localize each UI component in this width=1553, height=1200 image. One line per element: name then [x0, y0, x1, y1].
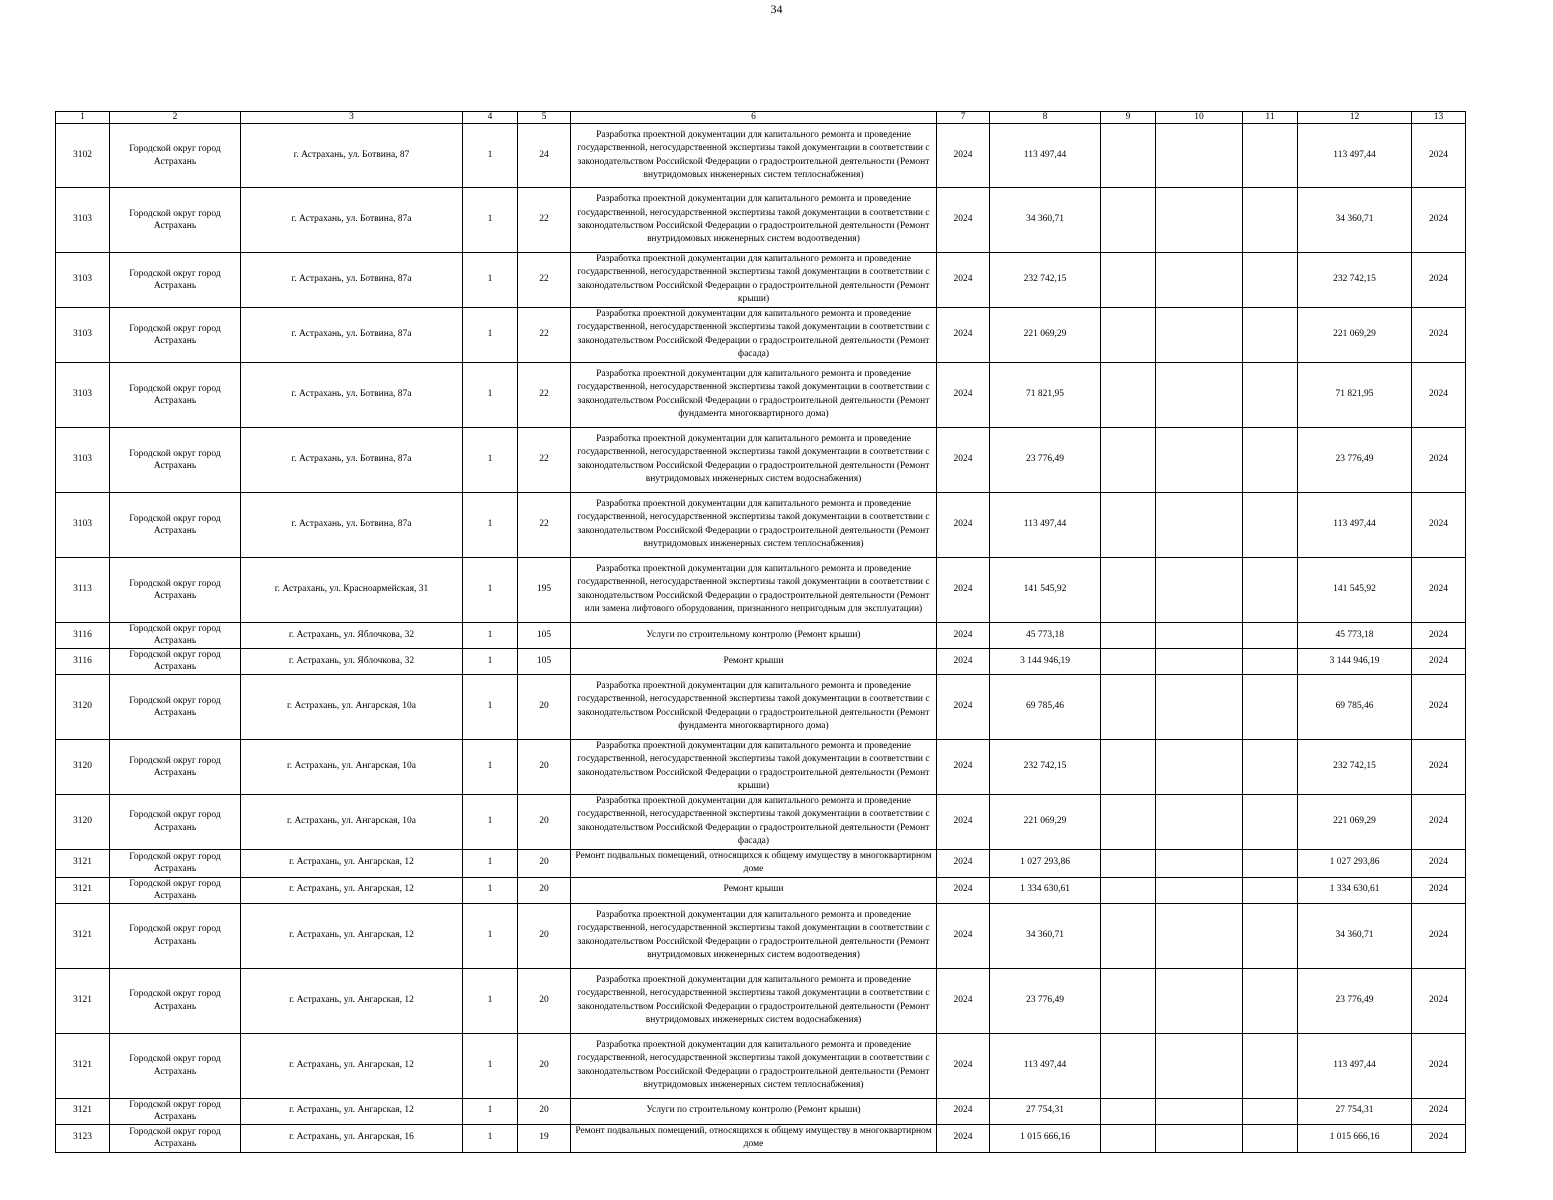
- completion-year-cell: 2024: [1412, 849, 1466, 877]
- column-11-cell: [1243, 492, 1298, 557]
- column-9-cell: [1101, 557, 1156, 622]
- column-header-13: 13: [1412, 112, 1466, 124]
- amount-cell: 45 773,18: [990, 622, 1101, 648]
- capital-repair-table: [55, 111, 1466, 1153]
- column-10-cell: [1156, 877, 1243, 903]
- total-amount-cell: 69 785,46: [1298, 674, 1412, 739]
- completion-year-cell: 2024: [1412, 648, 1466, 674]
- column-10-cell: [1156, 849, 1243, 877]
- column-5-cell: 22: [518, 492, 571, 557]
- column-5-cell: 20: [518, 877, 571, 903]
- column-5-cell: 105: [518, 622, 571, 648]
- completion-year-cell: 2024: [1412, 674, 1466, 739]
- table-row: [56, 253, 1466, 308]
- address-cell: г. Астрахань, ул. Ангарская, 12: [241, 903, 463, 968]
- amount-cell: 221 069,29: [990, 307, 1101, 362]
- row-id-cell: 3120: [56, 674, 110, 739]
- column-10-cell: [1156, 1033, 1243, 1098]
- column-header-11: 11: [1243, 112, 1298, 124]
- municipality-cell: Городской округ город Астрахань: [110, 648, 241, 674]
- amount-cell: 1 015 666,16: [990, 1124, 1101, 1152]
- column-11-cell: [1243, 849, 1298, 877]
- column-4-cell: 1: [463, 794, 518, 849]
- column-4-cell: 1: [463, 648, 518, 674]
- work-description-cell: Ремонт подвальных помещений, относящихся к общему имуществу в многоквартирном доме: [571, 1124, 937, 1152]
- column-11-cell: [1243, 794, 1298, 849]
- column-5-cell: 22: [518, 253, 571, 308]
- row-id-cell: 3116: [56, 648, 110, 674]
- municipality-cell: Городской округ город Астрахань: [110, 427, 241, 492]
- year-cell: 2024: [937, 492, 990, 557]
- table-row: [56, 622, 1466, 648]
- completion-year-cell: 2024: [1412, 124, 1466, 188]
- work-description-cell: Разработка проектной документации для капитального ремонта и проведение государственной, негосударственной экспертизы такой документации в соответствии с законодательством Российской Федерации о градостроительной деятельности (Ремонт внутридомовых инженерных систем теплоснабжения): [571, 492, 937, 557]
- work-description-cell: Разработка проектной документации для капитального ремонта и проведение государственной, негосударственной экспертизы такой документации в соответствии с законодательством Российской Федерации о градостроительной деятельности (Ремонт крыши): [571, 253, 937, 308]
- work-description-cell: Разработка проектной документации для капитального ремонта и проведение государственной, негосударственной экспертизы такой документации в соответствии с законодательством Российской Федерации о градостроительной деятельности (Ремонт внутридомовых инженерных систем водоснабжения): [571, 427, 937, 492]
- column-10-cell: [1156, 188, 1243, 253]
- column-5-cell: 20: [518, 968, 571, 1033]
- total-amount-cell: 1 027 293,86: [1298, 849, 1412, 877]
- column-9-cell: [1101, 794, 1156, 849]
- column-11-cell: [1243, 648, 1298, 674]
- amount-cell: 113 497,44: [990, 124, 1101, 188]
- column-11-cell: [1243, 1098, 1298, 1124]
- column-5-cell: 195: [518, 557, 571, 622]
- address-cell: г. Астрахань, ул. Ангарская, 10а: [241, 794, 463, 849]
- column-5-cell: 22: [518, 427, 571, 492]
- work-description-cell: Разработка проектной документации для капитального ремонта и проведение государственной, негосударственной экспертизы такой документации в соответствии с законодательством Российской Федерации о градостроительной деятельности (Ремонт крыши): [571, 739, 937, 794]
- column-11-cell: [1243, 903, 1298, 968]
- column-header-12: 12: [1298, 112, 1412, 124]
- municipality-cell: Городской округ город Астрахань: [110, 362, 241, 427]
- column-11-cell: [1243, 253, 1298, 308]
- column-5-cell: 20: [518, 1098, 571, 1124]
- total-amount-cell: 232 742,15: [1298, 739, 1412, 794]
- year-cell: 2024: [937, 794, 990, 849]
- municipality-cell: Городской округ город Астрахань: [110, 124, 241, 188]
- column-4-cell: 1: [463, 1098, 518, 1124]
- column-10-cell: [1156, 427, 1243, 492]
- row-id-cell: 3120: [56, 794, 110, 849]
- work-description-cell: Разработка проектной документации для капитального ремонта и проведение государственной, негосударственной экспертизы такой документации в соответствии с законодательством Российской Федерации о градостроительной деятельности (Ремонт внутридомовых инженерных систем теплоснабжения): [571, 1033, 937, 1098]
- column-4-cell: 1: [463, 427, 518, 492]
- column-9-cell: [1101, 362, 1156, 427]
- municipality-cell: Городской округ город Астрахань: [110, 557, 241, 622]
- column-10-cell: [1156, 492, 1243, 557]
- total-amount-cell: 221 069,29: [1298, 794, 1412, 849]
- column-10-cell: [1156, 648, 1243, 674]
- work-description-cell: Разработка проектной документации для капитального ремонта и проведение государственной, негосударственной экспертизы такой документации в соответствии с законодательством Российской Федерации о градостроительной деятельности (Ремонт внутридомовых инженерных систем теплоснабжения): [571, 124, 937, 188]
- row-id-cell: 3103: [56, 188, 110, 253]
- column-5-cell: 19: [518, 1124, 571, 1152]
- column-5-cell: 20: [518, 903, 571, 968]
- address-cell: г. Астрахань, ул. Ботвина, 87а: [241, 307, 463, 362]
- column-10-cell: [1156, 794, 1243, 849]
- completion-year-cell: 2024: [1412, 492, 1466, 557]
- column-header-2: 2: [110, 112, 241, 124]
- year-cell: 2024: [937, 968, 990, 1033]
- column-10-cell: [1156, 124, 1243, 188]
- row-id-cell: 3121: [56, 968, 110, 1033]
- table-row: [56, 362, 1466, 427]
- year-cell: 2024: [937, 124, 990, 188]
- table-row: [56, 794, 1466, 849]
- column-9-cell: [1101, 427, 1156, 492]
- column-5-cell: 20: [518, 674, 571, 739]
- total-amount-cell: 34 360,71: [1298, 903, 1412, 968]
- completion-year-cell: 2024: [1412, 622, 1466, 648]
- column-11-cell: [1243, 307, 1298, 362]
- column-header-7: 7: [937, 112, 990, 124]
- year-cell: 2024: [937, 903, 990, 968]
- column-9-cell: [1101, 849, 1156, 877]
- completion-year-cell: 2024: [1412, 1124, 1466, 1152]
- total-amount-cell: 113 497,44: [1298, 124, 1412, 188]
- column-4-cell: 1: [463, 492, 518, 557]
- amount-cell: 232 742,15: [990, 739, 1101, 794]
- column-5-cell: 20: [518, 849, 571, 877]
- municipality-cell: Городской округ город Астрахань: [110, 307, 241, 362]
- address-cell: г. Астрахань, ул. Ангарская, 12: [241, 877, 463, 903]
- municipality-cell: Городской округ город Астрахань: [110, 188, 241, 253]
- column-number-row: [56, 112, 1466, 124]
- column-5-cell: 20: [518, 1033, 571, 1098]
- column-9-cell: [1101, 124, 1156, 188]
- column-4-cell: 1: [463, 188, 518, 253]
- row-id-cell: 3113: [56, 557, 110, 622]
- column-10-cell: [1156, 622, 1243, 648]
- address-cell: г. Астрахань, ул. Ангарская, 10а: [241, 674, 463, 739]
- work-description-cell: Разработка проектной документации для капитального ремонта и проведение государственной, негосударственной экспертизы такой документации в соответствии с законодательством Российской Федерации о градостроительной деятельности (Ремонт или замена лифтового оборудования, признанного непригодным для эксплуатации): [571, 557, 937, 622]
- column-10-cell: [1156, 968, 1243, 1033]
- year-cell: 2024: [937, 307, 990, 362]
- work-description-cell: Ремонт подвальных помещений, относящихся к общему имуществу в многоквартирном доме: [571, 849, 937, 877]
- column-11-cell: [1243, 427, 1298, 492]
- address-cell: г. Астрахань, ул. Ангарская, 12: [241, 1098, 463, 1124]
- work-description-cell: Ремонт крыши: [571, 877, 937, 903]
- completion-year-cell: 2024: [1412, 877, 1466, 903]
- column-4-cell: 1: [463, 903, 518, 968]
- completion-year-cell: 2024: [1412, 903, 1466, 968]
- municipality-cell: Городской округ город Астрахань: [110, 1098, 241, 1124]
- completion-year-cell: 2024: [1412, 968, 1466, 1033]
- column-4-cell: 1: [463, 674, 518, 739]
- year-cell: 2024: [937, 877, 990, 903]
- column-4-cell: 1: [463, 877, 518, 903]
- column-11-cell: [1243, 1124, 1298, 1152]
- column-9-cell: [1101, 968, 1156, 1033]
- municipality-cell: Городской округ город Астрахань: [110, 253, 241, 308]
- year-cell: 2024: [937, 557, 990, 622]
- row-id-cell: 3103: [56, 362, 110, 427]
- municipality-cell: Городской округ город Астрахань: [110, 739, 241, 794]
- year-cell: 2024: [937, 622, 990, 648]
- row-id-cell: 3121: [56, 1098, 110, 1124]
- row-id-cell: 3121: [56, 849, 110, 877]
- address-cell: г. Астрахань, ул. Ангарская, 12: [241, 968, 463, 1033]
- work-description-cell: Разработка проектной документации для капитального ремонта и проведение государственной, негосударственной экспертизы такой документации в соответствии с законодательством Российской Федерации о градостроительной деятельности (Ремонт фундамента многоквартирного дома): [571, 674, 937, 739]
- row-id-cell: 3123: [56, 1124, 110, 1152]
- year-cell: 2024: [937, 427, 990, 492]
- amount-cell: 113 497,44: [990, 1033, 1101, 1098]
- work-description-cell: Разработка проектной документации для капитального ремонта и проведение государственной, негосударственной экспертизы такой документации в соответствии с законодательством Российской Федерации о градостроительной деятельности (Ремонт внутридомовых инженерных систем водоотведения): [571, 903, 937, 968]
- completion-year-cell: 2024: [1412, 794, 1466, 849]
- column-4-cell: 1: [463, 849, 518, 877]
- amount-cell: 221 069,29: [990, 794, 1101, 849]
- table-row: [56, 739, 1466, 794]
- row-id-cell: 3121: [56, 1033, 110, 1098]
- column-10-cell: [1156, 557, 1243, 622]
- column-4-cell: 1: [463, 307, 518, 362]
- table-body: [56, 124, 1466, 1153]
- amount-cell: 113 497,44: [990, 492, 1101, 557]
- municipality-cell: Городской округ город Астрахань: [110, 1124, 241, 1152]
- column-4-cell: 1: [463, 622, 518, 648]
- address-cell: г. Астрахань, ул. Ботвина, 87а: [241, 188, 463, 253]
- column-10-cell: [1156, 362, 1243, 427]
- amount-cell: 34 360,71: [990, 188, 1101, 253]
- column-11-cell: [1243, 362, 1298, 427]
- address-cell: г. Астрахань, ул. Ботвина, 87а: [241, 253, 463, 308]
- column-11-cell: [1243, 877, 1298, 903]
- column-5-cell: 20: [518, 794, 571, 849]
- work-description-cell: Разработка проектной документации для капитального ремонта и проведение государственной, негосударственной экспертизы такой документации в соответствии с законодательством Российской Федерации о градостроительной деятельности (Ремонт фасада): [571, 307, 937, 362]
- table-row: [56, 1033, 1466, 1098]
- completion-year-cell: 2024: [1412, 1033, 1466, 1098]
- completion-year-cell: 2024: [1412, 188, 1466, 253]
- column-9-cell: [1101, 1124, 1156, 1152]
- total-amount-cell: 232 742,15: [1298, 253, 1412, 308]
- address-cell: г. Астрахань, ул. Ангарская, 12: [241, 849, 463, 877]
- municipality-cell: Городской округ город Астрахань: [110, 794, 241, 849]
- municipality-cell: Городской округ город Астрахань: [110, 849, 241, 877]
- column-10-cell: [1156, 1098, 1243, 1124]
- total-amount-cell: 3 144 946,19: [1298, 648, 1412, 674]
- work-description-cell: Услуги по строительному контролю (Ремонт крыши): [571, 1098, 937, 1124]
- year-cell: 2024: [937, 648, 990, 674]
- column-4-cell: 1: [463, 124, 518, 188]
- address-cell: г. Астрахань, ул. Ботвина, 87а: [241, 492, 463, 557]
- table-row: [56, 307, 1466, 362]
- total-amount-cell: 71 821,95: [1298, 362, 1412, 427]
- column-10-cell: [1156, 903, 1243, 968]
- column-11-cell: [1243, 739, 1298, 794]
- total-amount-cell: 23 776,49: [1298, 427, 1412, 492]
- table-row: [56, 903, 1466, 968]
- table-row: [56, 492, 1466, 557]
- work-description-cell: Разработка проектной документации для капитального ремонта и проведение государственной, негосударственной экспертизы такой документации в соответствии с законодательством Российской Федерации о градостроительной деятельности (Ремонт внутридомовых инженерных систем водоснабжения): [571, 968, 937, 1033]
- completion-year-cell: 2024: [1412, 427, 1466, 492]
- column-9-cell: [1101, 253, 1156, 308]
- row-id-cell: 3102: [56, 124, 110, 188]
- column-11-cell: [1243, 557, 1298, 622]
- completion-year-cell: 2024: [1412, 1098, 1466, 1124]
- column-9-cell: [1101, 903, 1156, 968]
- column-9-cell: [1101, 877, 1156, 903]
- address-cell: г. Астрахань, ул. Яблочкова, 32: [241, 622, 463, 648]
- total-amount-cell: 34 360,71: [1298, 188, 1412, 253]
- column-header-8: 8: [990, 112, 1101, 124]
- completion-year-cell: 2024: [1412, 253, 1466, 308]
- column-9-cell: [1101, 307, 1156, 362]
- row-id-cell: 3121: [56, 877, 110, 903]
- column-header-5: 5: [518, 112, 571, 124]
- municipality-cell: Городской округ город Астрахань: [110, 1033, 241, 1098]
- work-description-cell: Разработка проектной документации для капитального ремонта и проведение государственной, негосударственной экспертизы такой документации в соответствии с законодательством Российской Федерации о градостроительной деятельности (Ремонт фундамента многоквартирного дома): [571, 362, 937, 427]
- column-4-cell: 1: [463, 968, 518, 1033]
- column-9-cell: [1101, 1033, 1156, 1098]
- row-id-cell: 3120: [56, 739, 110, 794]
- table-row: [56, 648, 1466, 674]
- column-11-cell: [1243, 968, 1298, 1033]
- column-10-cell: [1156, 674, 1243, 739]
- total-amount-cell: 1 015 666,16: [1298, 1124, 1412, 1152]
- column-4-cell: 1: [463, 1124, 518, 1152]
- table-row: [56, 1098, 1466, 1124]
- completion-year-cell: 2024: [1412, 362, 1466, 427]
- row-id-cell: 3121: [56, 903, 110, 968]
- row-id-cell: 3103: [56, 492, 110, 557]
- address-cell: г. Астрахань, ул. Яблочкова, 32: [241, 648, 463, 674]
- completion-year-cell: 2024: [1412, 557, 1466, 622]
- table-row: [56, 427, 1466, 492]
- column-10-cell: [1156, 307, 1243, 362]
- column-header-6: 6: [571, 112, 937, 124]
- year-cell: 2024: [937, 1124, 990, 1152]
- column-11-cell: [1243, 622, 1298, 648]
- municipality-cell: Городской округ город Астрахань: [110, 674, 241, 739]
- column-9-cell: [1101, 492, 1156, 557]
- row-id-cell: 3103: [56, 253, 110, 308]
- year-cell: 2024: [937, 674, 990, 739]
- amount-cell: 232 742,15: [990, 253, 1101, 308]
- total-amount-cell: 1 334 630,61: [1298, 877, 1412, 903]
- total-amount-cell: 221 069,29: [1298, 307, 1412, 362]
- table-row: [56, 188, 1466, 253]
- column-header-3: 3: [241, 112, 463, 124]
- address-cell: г. Астрахань, ул. Ботвина, 87а: [241, 427, 463, 492]
- column-11-cell: [1243, 674, 1298, 739]
- completion-year-cell: 2024: [1412, 739, 1466, 794]
- row-id-cell: 3116: [56, 622, 110, 648]
- table-row: [56, 877, 1466, 903]
- year-cell: 2024: [937, 849, 990, 877]
- amount-cell: 71 821,95: [990, 362, 1101, 427]
- total-amount-cell: 23 776,49: [1298, 968, 1412, 1033]
- work-description-cell: Услуги по строительному контролю (Ремонт крыши): [571, 622, 937, 648]
- column-4-cell: 1: [463, 1033, 518, 1098]
- address-cell: г. Астрахань, ул. Ангарская, 10а: [241, 739, 463, 794]
- municipality-cell: Городской округ город Астрахань: [110, 877, 241, 903]
- column-11-cell: [1243, 1033, 1298, 1098]
- amount-cell: 1 027 293,86: [990, 849, 1101, 877]
- year-cell: 2024: [937, 1098, 990, 1124]
- column-header-4: 4: [463, 112, 518, 124]
- table-row: [56, 849, 1466, 877]
- column-header-9: 9: [1101, 112, 1156, 124]
- column-9-cell: [1101, 1098, 1156, 1124]
- municipality-cell: Городской округ город Астрахань: [110, 622, 241, 648]
- column-4-cell: 1: [463, 253, 518, 308]
- amount-cell: 1 334 630,61: [990, 877, 1101, 903]
- column-10-cell: [1156, 1124, 1243, 1152]
- municipality-cell: Городской округ город Астрахань: [110, 492, 241, 557]
- column-5-cell: 24: [518, 124, 571, 188]
- table-row: [56, 124, 1466, 188]
- year-cell: 2024: [937, 188, 990, 253]
- amount-cell: 23 776,49: [990, 968, 1101, 1033]
- total-amount-cell: 141 545,92: [1298, 557, 1412, 622]
- address-cell: г. Астрахань, ул. Красноармейская, 31: [241, 557, 463, 622]
- year-cell: 2024: [937, 362, 990, 427]
- year-cell: 2024: [937, 253, 990, 308]
- amount-cell: 23 776,49: [990, 427, 1101, 492]
- row-id-cell: 3103: [56, 427, 110, 492]
- column-5-cell: 105: [518, 648, 571, 674]
- address-cell: г. Астрахань, ул. Ангарская, 16: [241, 1124, 463, 1152]
- column-10-cell: [1156, 253, 1243, 308]
- municipality-cell: Городской округ город Астрахань: [110, 968, 241, 1033]
- total-amount-cell: 45 773,18: [1298, 622, 1412, 648]
- column-5-cell: 22: [518, 362, 571, 427]
- amount-cell: 69 785,46: [990, 674, 1101, 739]
- address-cell: г. Астрахань, ул. Ботвина, 87а: [241, 362, 463, 427]
- address-cell: г. Астрахань, ул. Ботвина, 87: [241, 124, 463, 188]
- column-header-10: 10: [1156, 112, 1243, 124]
- row-id-cell: 3103: [56, 307, 110, 362]
- table-row: [56, 968, 1466, 1033]
- amount-cell: 3 144 946,19: [990, 648, 1101, 674]
- column-9-cell: [1101, 622, 1156, 648]
- column-4-cell: 1: [463, 362, 518, 427]
- work-description-cell: Ремонт крыши: [571, 648, 937, 674]
- column-5-cell: 20: [518, 739, 571, 794]
- column-5-cell: 22: [518, 188, 571, 253]
- year-cell: 2024: [937, 739, 990, 794]
- table-row: [56, 674, 1466, 739]
- table-row: [56, 1124, 1466, 1152]
- work-description-cell: Разработка проектной документации для капитального ремонта и проведение государственной, негосударственной экспертизы такой документации в соответствии с законодательством Российской Федерации о градостроительной деятельности (Ремонт внутридомовых инженерных систем водоотведения): [571, 188, 937, 253]
- column-5-cell: 22: [518, 307, 571, 362]
- column-4-cell: 1: [463, 557, 518, 622]
- column-header-1: 1: [56, 112, 110, 124]
- column-9-cell: [1101, 188, 1156, 253]
- completion-year-cell: 2024: [1412, 307, 1466, 362]
- total-amount-cell: 27 754,31: [1298, 1098, 1412, 1124]
- year-cell: 2024: [937, 1033, 990, 1098]
- municipality-cell: Городской округ город Астрахань: [110, 903, 241, 968]
- column-10-cell: [1156, 739, 1243, 794]
- column-4-cell: 1: [463, 739, 518, 794]
- table-row: [56, 557, 1466, 622]
- amount-cell: 27 754,31: [990, 1098, 1101, 1124]
- work-description-cell: Разработка проектной документации для капитального ремонта и проведение государственной, негосударственной экспертизы такой документации в соответствии с законодательством Российской Федерации о градостроительной деятельности (Ремонт фасада): [571, 794, 937, 849]
- column-11-cell: [1243, 188, 1298, 253]
- page-number: 34: [770, 2, 783, 16]
- column-9-cell: [1101, 648, 1156, 674]
- total-amount-cell: 113 497,44: [1298, 492, 1412, 557]
- column-9-cell: [1101, 674, 1156, 739]
- amount-cell: 34 360,71: [990, 903, 1101, 968]
- total-amount-cell: 113 497,44: [1298, 1033, 1412, 1098]
- column-11-cell: [1243, 124, 1298, 188]
- column-9-cell: [1101, 739, 1156, 794]
- amount-cell: 141 545,92: [990, 557, 1101, 622]
- address-cell: г. Астрахань, ул. Ангарская, 12: [241, 1033, 463, 1098]
